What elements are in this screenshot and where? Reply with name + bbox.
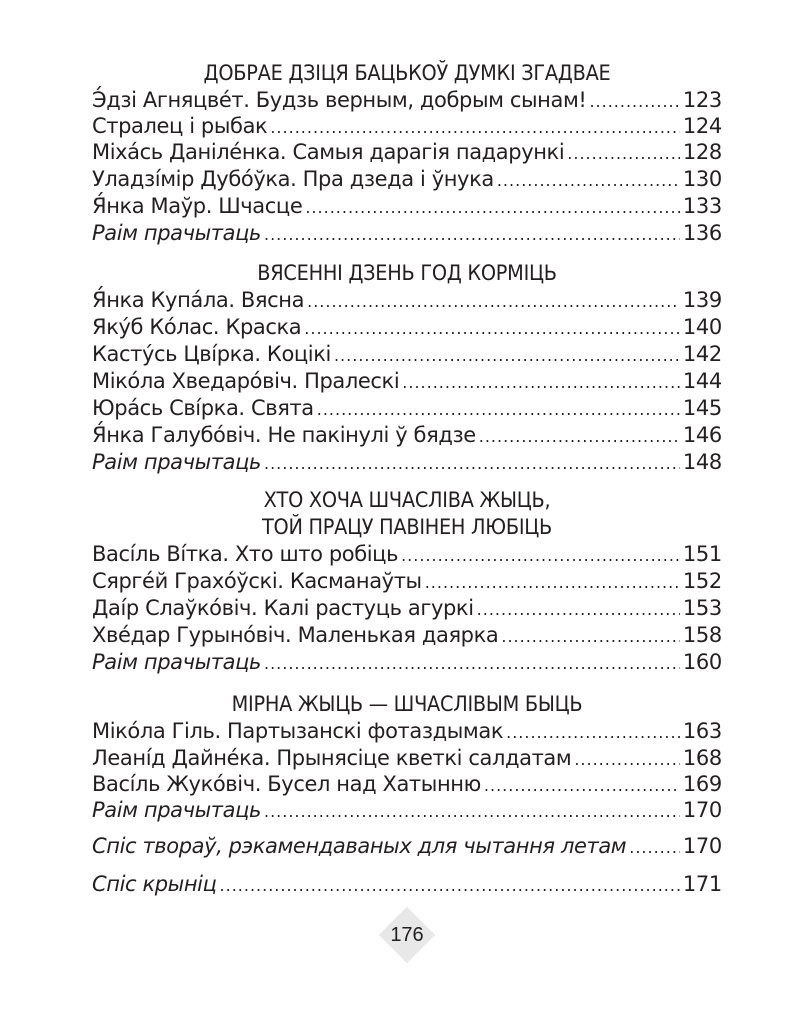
entry-title: Я́нка Купáла. Вясна xyxy=(92,288,305,312)
dot-leader xyxy=(220,873,680,899)
section-heading: ВЯСЕННІ ДЗЕНЬ ГОД КОРМІЦЬ xyxy=(257,261,557,285)
entry-page: 142 xyxy=(682,342,722,366)
entry-title: Кастýсь Цвíрка. Коцікі xyxy=(92,342,331,366)
entry-title: Стралец і рыбак xyxy=(92,114,268,138)
toc-entry xyxy=(92,113,722,139)
entry-page: 158 xyxy=(682,623,722,647)
entry-title: Мікóла Хведарóвіч. Пралескі xyxy=(92,369,400,393)
dot-leader xyxy=(629,835,680,861)
entry-title: Раім прачытаць xyxy=(92,798,261,822)
entry-title: Хвéдар Гурынóвіч. Маленькая даярка xyxy=(92,623,499,647)
entry-title: Спіс крыніц xyxy=(92,872,217,896)
entry-page: 146 xyxy=(682,423,722,447)
toc-entry-recommended xyxy=(92,449,722,475)
entry-page: 148 xyxy=(682,450,722,474)
dot-leader xyxy=(264,451,680,477)
entry-title: Спіс твораў, рэкамендаваных для чытання летам xyxy=(92,834,627,858)
entry-title: Уладзíмір Дубóўка. Пра дзеда і ўнука xyxy=(92,167,494,191)
dot-leader xyxy=(506,720,680,746)
dot-leader xyxy=(317,397,680,423)
entry-title: Міхáсь Данілéнка. Самыя дарагія падарункі xyxy=(92,140,565,164)
toc-entry xyxy=(92,595,722,621)
section-heading-line-1: ХТО ХОЧА ШЧАСЛІВА ЖЫЦЬ, xyxy=(263,488,551,512)
dot-leader xyxy=(270,115,679,141)
toc-entry xyxy=(92,395,722,421)
entry-page: 139 xyxy=(682,288,722,312)
entry-page: 160 xyxy=(682,650,722,674)
entry-page: 145 xyxy=(682,396,722,420)
entry-page: 151 xyxy=(682,542,722,566)
entry-page: 130 xyxy=(682,167,722,191)
dot-leader xyxy=(574,747,679,773)
entry-title: Э́дзі Агняцвéт. Будзь верным, добрым сынам! xyxy=(92,88,587,112)
dot-leader xyxy=(305,195,679,221)
page-number xyxy=(378,906,436,964)
dot-leader xyxy=(402,370,680,396)
entry-title: Даíр Слаўкóвіч. Калі растуць агуркі xyxy=(92,596,474,620)
dot-leader xyxy=(484,773,680,799)
entry-page: 144 xyxy=(682,369,722,393)
entry-title: Юрáсь Свíрка. Свята xyxy=(92,396,314,420)
page-number-label: 176 xyxy=(390,923,424,946)
toc-entry-recommended xyxy=(92,797,722,823)
entry-page: 128 xyxy=(682,140,722,164)
dot-leader xyxy=(264,222,680,248)
entry-title: Раім прачытаць xyxy=(92,450,261,474)
toc-entry xyxy=(92,422,722,448)
entry-title: Я́нка Маўр. Шчасце xyxy=(92,194,303,218)
section-heading: МІРНА ЖЫЦЬ — ШЧАСЛІВЫМ БЫЦЬ xyxy=(231,692,583,716)
toc-entry xyxy=(92,541,722,567)
toc-entry xyxy=(92,718,722,744)
dot-leader xyxy=(264,799,680,825)
entry-page: 170 xyxy=(682,798,722,822)
entry-page: 169 xyxy=(682,772,722,796)
toc-entry xyxy=(92,368,722,394)
entry-page: 124 xyxy=(682,114,722,138)
dot-leader xyxy=(567,141,680,167)
entry-title: Леанíд Дайнéка. Прынясіце кветкі салдатам xyxy=(92,746,572,770)
toc-entry xyxy=(92,341,722,367)
entry-page: 168 xyxy=(682,746,722,770)
toc-entry xyxy=(92,622,722,648)
dot-leader xyxy=(497,168,680,194)
entry-title: Сяргéй Грахóўскі. Касманаўты xyxy=(92,569,422,593)
entry-title: Якýб Кóлас. Краска xyxy=(92,315,302,339)
toc-entry xyxy=(92,87,722,113)
dot-leader xyxy=(477,597,680,623)
toc-entry xyxy=(92,745,722,771)
entry-page: 153 xyxy=(682,596,722,620)
toc-entry-recommended xyxy=(92,649,722,675)
toc-entry-recommended xyxy=(92,220,722,246)
dot-leader xyxy=(479,424,680,450)
entry-page: 140 xyxy=(682,315,722,339)
toc-entry-sources xyxy=(92,871,722,897)
toc-entry xyxy=(92,771,722,797)
entry-title: Раім прачытаць xyxy=(92,650,261,674)
entry-page: 136 xyxy=(682,221,722,245)
entry-title: Мікóла Гіль. Партызанскі фотаздымак xyxy=(92,719,504,743)
toc-entry xyxy=(92,314,722,340)
dot-leader xyxy=(589,89,679,115)
dot-leader xyxy=(307,289,680,315)
entry-title: Васíль Вíтка. Хто што робіць xyxy=(92,542,399,566)
entry-title: Раім прачытаць xyxy=(92,221,261,245)
dot-leader xyxy=(334,343,680,369)
dot-leader xyxy=(401,543,680,569)
entry-page: 152 xyxy=(682,569,722,593)
toc-entry xyxy=(92,139,722,165)
toc-entry xyxy=(92,568,722,594)
entry-page: 133 xyxy=(682,194,722,218)
toc-entry-summer-reading-list xyxy=(92,833,722,859)
entry-title: Васíль Жукóвіч. Бусел над Хатынню xyxy=(92,772,481,796)
entry-page: 163 xyxy=(682,719,722,743)
entry-page: 123 xyxy=(682,88,722,112)
entry-page: 171 xyxy=(682,872,722,896)
section-heading: ДОБРАЕ ДЗІЦЯ БАЦЬКОЎ ДУМКІ ЗГАДВАЕ xyxy=(203,61,611,85)
toc-entry xyxy=(92,287,722,313)
section-heading-line-2: ТОЙ ПРАЦУ ПАВІНЕН ЛЮБІЦЬ xyxy=(261,515,552,539)
dot-leader xyxy=(264,651,680,677)
dot-leader xyxy=(304,316,680,342)
toc-entry xyxy=(92,193,722,219)
dot-leader xyxy=(501,624,679,650)
entry-title: Я́нка Галубóвіч. Не пакінулі ў бядзе xyxy=(92,423,476,447)
entry-page: 170 xyxy=(682,834,722,858)
toc-entry xyxy=(92,166,722,192)
dot-leader xyxy=(425,570,680,596)
